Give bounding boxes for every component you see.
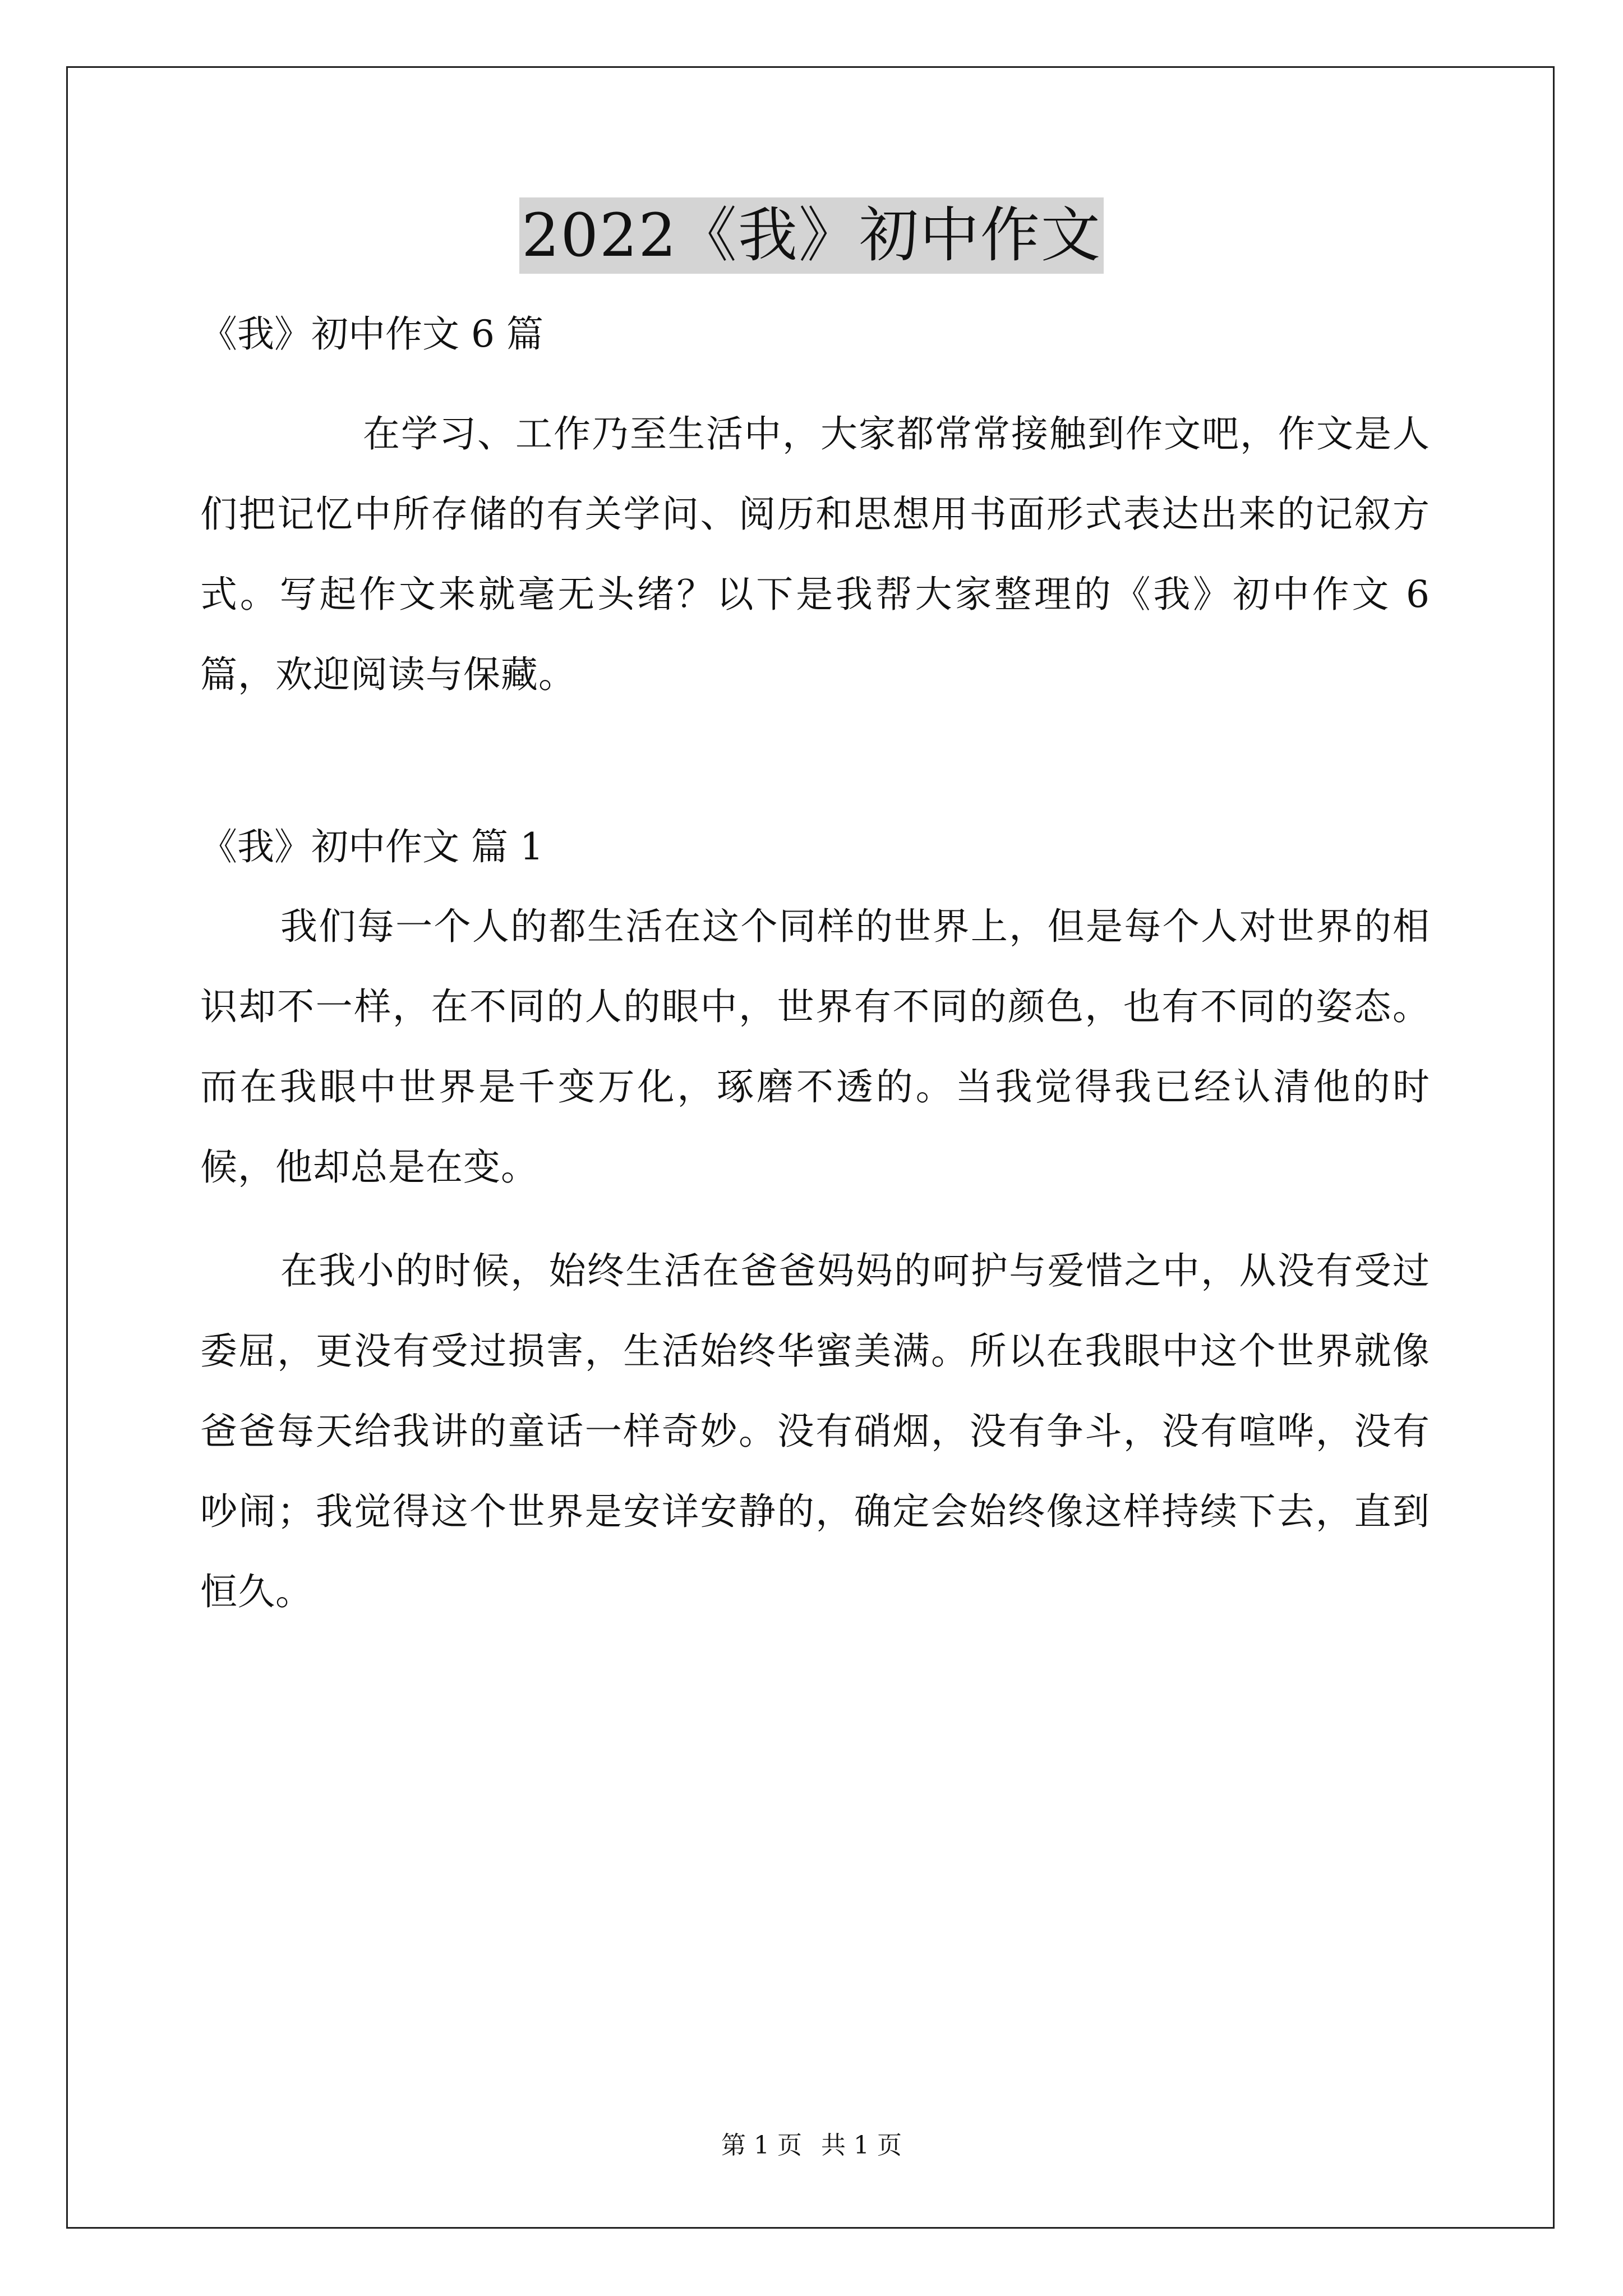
body-paragraph-2: 在我小的时候，始终生活在爸爸妈妈的呵护与爱惜之中，从没有受过委屈，更没有受过损害，生活始终华蜜美满。所以在我眼中这个世界就像爸爸每天给我讲的童话一样奇妙。没有硝烟，没有争斗，没有喧哗，没有吵闹；我觉得这个世界是安详安静的，确定会始终像这样持续下去，直到恒久。 — [200, 1249, 1430, 1613]
document-title: 2022《我》初中作文 — [519, 197, 1104, 274]
page-number-current: 第 1 页 — [721, 2131, 802, 2160]
body-paragraph-1: 我们每一个人的都生活在这个同样的世界上，但是每个人对世界的相识却不一样，在不同的人的眼中，世界有不同的颜色，也有不同的姿态。而在我眼中世界是千变万化，琢磨不透的。当我觉得我已经认清他的时候，他却总是在变。 — [200, 905, 1430, 1189]
intro-paragraph: 在学习、工作乃至生活中，大家都常常接触到作文吧，作文是人们把记忆中所存储的有关学问、阅历和思想用书面形式表达出来的记叙方式。写起作文来就毫无头绪？以下是我帮大家整理的《我》初中作文 6 篇，欢迎阅读与保藏。 — [200, 412, 1430, 696]
document-subtitle: 《我》初中作文 6 篇 — [200, 312, 543, 356]
title-container — [0, 197, 1623, 274]
page-footer — [0, 2129, 1623, 2162]
section-heading: 《我》初中作文 篇 1 — [200, 825, 543, 868]
page-number-total: 共 1 页 — [821, 2131, 902, 2160]
document-body — [200, 307, 1430, 1632]
